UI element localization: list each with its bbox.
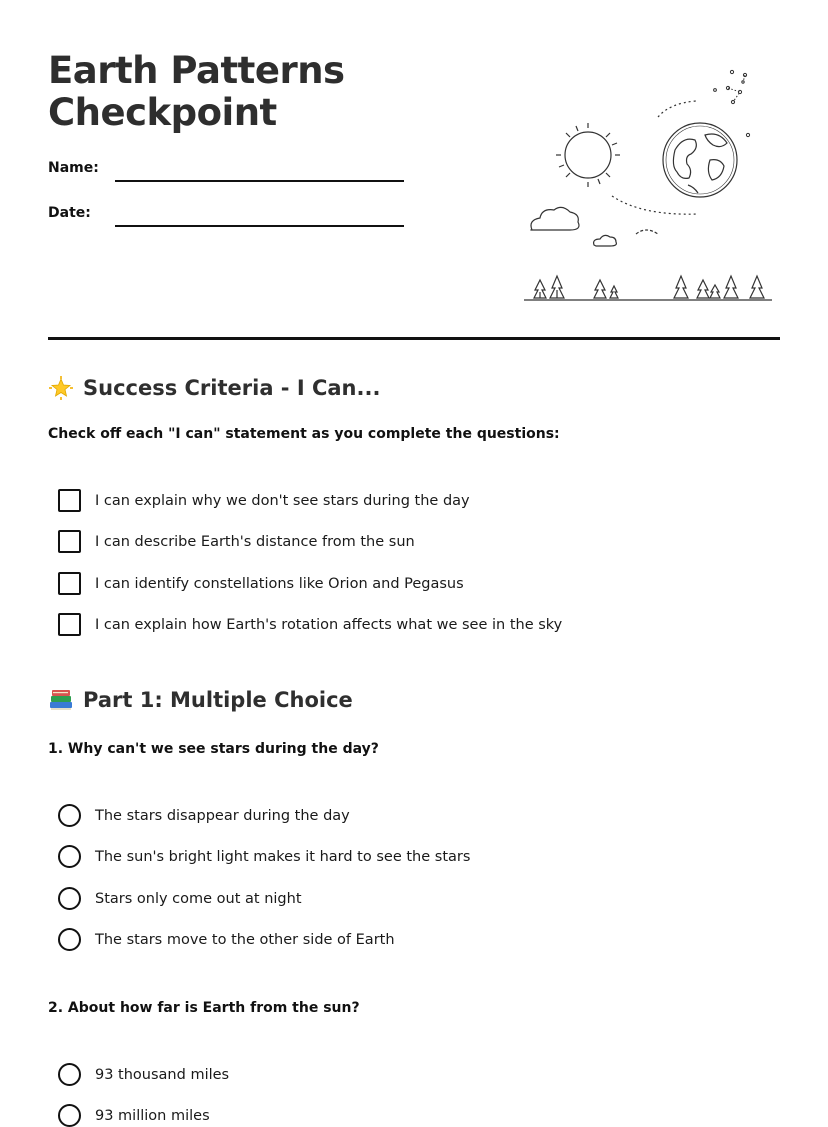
answer-option[interactable] [58,1104,210,1127]
worksheet-title [48,50,345,134]
option-label: 93 thousand miles [95,1066,230,1083]
section-title-text: Part 1: Multiple Choice [83,688,353,712]
criteria-label: I can identify constellations like Orion and Pegasus [95,575,464,592]
option-label: The sun's bright light makes it hard to see the stars [95,848,471,865]
star-icon [48,375,74,401]
books-icon [48,687,74,713]
answer-option[interactable] [58,887,302,910]
question-prompt: 1. Why can't we see stars during the day? [48,741,379,757]
criteria-label: I can explain how Earth's rotation affects what we see in the sky [95,616,563,633]
criteria-label: I can explain why we don't see stars during the day [95,492,470,509]
criteria-item[interactable] [58,489,470,512]
option-label: 93 million miles [95,1107,210,1124]
header-divider [48,337,780,340]
answer-option[interactable] [58,804,350,827]
title-line-2: Checkpoint [48,91,277,134]
answer-option[interactable] [58,928,395,951]
success-criteria-heading [48,375,380,401]
checkbox[interactable] [58,572,81,595]
checkbox[interactable] [58,489,81,512]
section-title-text: Success Criteria - I Can... [83,376,381,400]
radio-button[interactable] [58,804,81,827]
criteria-item[interactable] [58,530,415,553]
radio-button[interactable] [58,845,81,868]
checkbox[interactable] [58,530,81,553]
title-line-1: Earth Patterns [48,49,345,92]
success-criteria-instruction: Check off each "I can" statement as you complete the questions: [48,426,560,442]
date-label: Date: [48,205,91,221]
earth-icon [663,123,737,197]
criteria-item[interactable] [58,613,562,636]
name-field[interactable] [115,180,404,182]
constellation-icon [714,70,750,136]
part1-heading [48,687,353,713]
radio-button[interactable] [58,928,81,951]
question-prompt: 2. About how far is Earth from the sun? [48,1000,360,1016]
option-label: The stars move to the other side of Earth [95,931,395,948]
option-label: The stars disappear during the day [95,807,350,824]
option-label: Stars only come out at night [95,890,302,907]
criteria-label: I can describe Earth's distance from the sun [95,533,415,550]
date-field[interactable] [115,225,404,227]
cloud-icon [531,207,658,246]
sun-icon [556,123,620,187]
radio-button[interactable] [58,887,81,910]
radio-button[interactable] [58,1104,81,1127]
name-label: Name: [48,160,99,176]
criteria-item[interactable] [58,572,464,595]
answer-option[interactable] [58,1063,229,1086]
radio-button[interactable] [58,1063,81,1086]
checkbox[interactable] [58,613,81,636]
earth-sun-illustration [520,60,780,320]
answer-option[interactable] [58,845,470,868]
trees-icon [524,276,772,300]
